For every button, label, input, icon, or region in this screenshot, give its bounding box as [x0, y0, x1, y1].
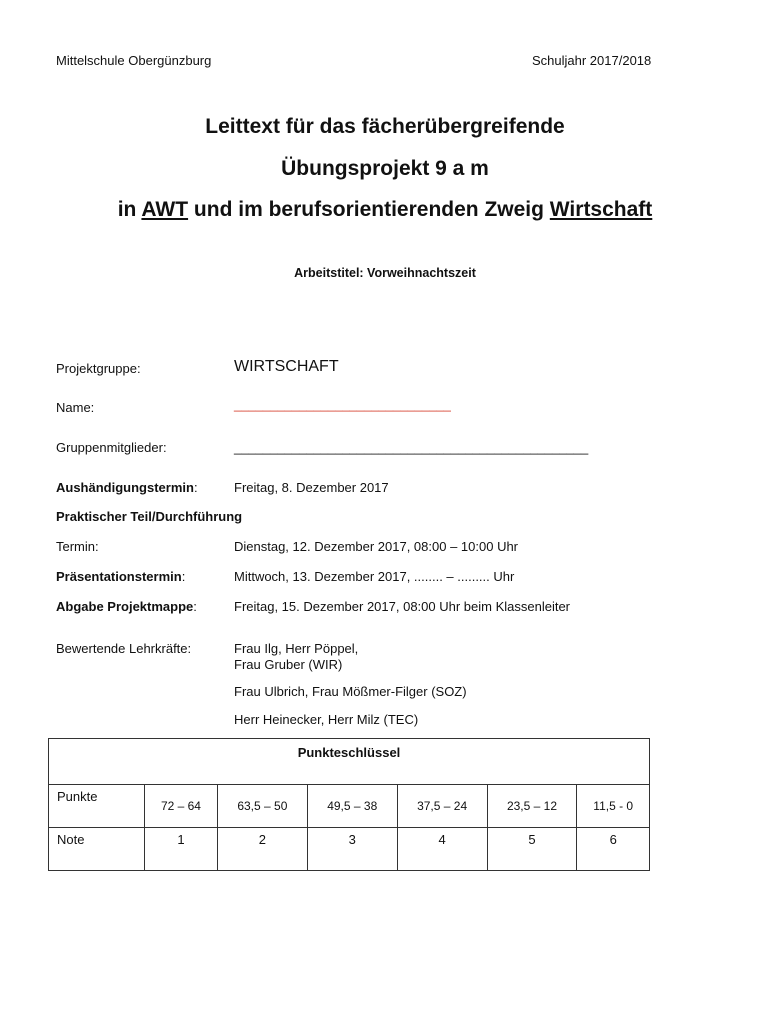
aushaendigung-value: Freitag, 8. Dezember 2017 [234, 480, 389, 495]
lehrkraefte-line-2: Frau Gruber (WIR) [234, 657, 343, 672]
abgabe-label-text: Abgabe Projektmappe [56, 599, 194, 614]
school-year: Schuljahr 2017/2018 [532, 53, 652, 68]
lehrkraefte-line-4: Herr Heinecker, Herr Milz (TEC) [234, 712, 419, 727]
aushaendigung-colon: : [193, 480, 198, 495]
punkte-range-cell: 11,5 - 0 [577, 785, 650, 828]
punkteschluessel-table [48, 738, 650, 871]
abgabe-label [56, 599, 197, 614]
termin-label: Termin: [56, 539, 99, 554]
projektgruppe-value: WIRTSCHAFT [234, 358, 339, 375]
note-cell: 1 [145, 828, 218, 871]
punkte-range-cell: 49,5 – 38 [307, 785, 397, 828]
punkte-range-cell: 23,5 – 12 [487, 785, 577, 828]
note-cell: 4 [397, 828, 487, 871]
title-line-3-mid: und im berufsorientierenden Zweig [188, 198, 550, 221]
punkteschluessel-header-row [49, 739, 650, 785]
abgabe-value: Freitag, 15. Dezember 2017, 08:00 Uhr beim Klassenleiter [234, 599, 571, 614]
title-line-1: Leittext für das fächerübergreifende [205, 115, 565, 138]
punkte-label: Punkte [49, 785, 145, 828]
punkte-range-cell: 63,5 – 50 [217, 785, 307, 828]
gruppenmitglieder-label: Gruppenmitglieder: [56, 440, 167, 455]
lehrkraefte-line-1: Frau Ilg, Herr Pöppel, [234, 641, 359, 656]
title-wirtschaft: Wirtschaft [549, 198, 653, 221]
abgabe-colon: : [193, 599, 197, 614]
title-line-3-pre: in [117, 198, 142, 221]
aushaendigung-label-text: Aushändigungstermin [56, 480, 194, 495]
note-row [49, 828, 650, 871]
title-line-3 [0, 198, 770, 222]
lehrkraefte-label: Bewertende Lehrkräfte: [56, 641, 192, 656]
note-cell: 5 [487, 828, 577, 871]
punkte-row [49, 785, 650, 828]
gruppenmitglieder-field[interactable]: _________________________________________________ [234, 440, 589, 455]
termin-value: Dienstag, 12. Dezember 2017, 08:00 – 10:00 Uhr [234, 539, 519, 554]
aushaendigung-label [56, 480, 198, 495]
projektgruppe-label: Projektgruppe: [56, 361, 141, 376]
note-cell: 2 [217, 828, 307, 871]
title-awt: AWT [141, 198, 189, 221]
punkteschluessel-title: Punkteschlüssel [49, 739, 650, 785]
lehrkraefte-line-3: Frau Ulbrich, Frau Mößmer-Filger (SOZ) [234, 684, 467, 699]
praesentation-label-text: Präsentationstermin [56, 569, 182, 584]
name-label: Name: [56, 400, 95, 415]
praesentation-label [56, 569, 185, 584]
punkte-range-cell: 72 – 64 [145, 785, 218, 828]
title-line-2: Übungsprojekt 9 a m [281, 157, 489, 180]
praktischer-teil-label: Praktischer Teil/Durchführung [56, 509, 243, 524]
praesentation-value: Mittwoch, 13. Dezember 2017, ........ – ......... Uhr [234, 569, 515, 584]
arbeitstitel: Arbeitstitel: Vorweihnachtszeit [294, 266, 476, 280]
note-cell: 3 [307, 828, 397, 871]
name-field[interactable]: ______________________________ [234, 397, 451, 412]
note-cell: 6 [577, 828, 650, 871]
praesentation-colon: : [181, 569, 186, 584]
note-label: Note [49, 828, 145, 871]
school-name: Mittelschule Obergünzburg [56, 53, 212, 68]
punkte-range-cell: 37,5 – 24 [397, 785, 487, 828]
